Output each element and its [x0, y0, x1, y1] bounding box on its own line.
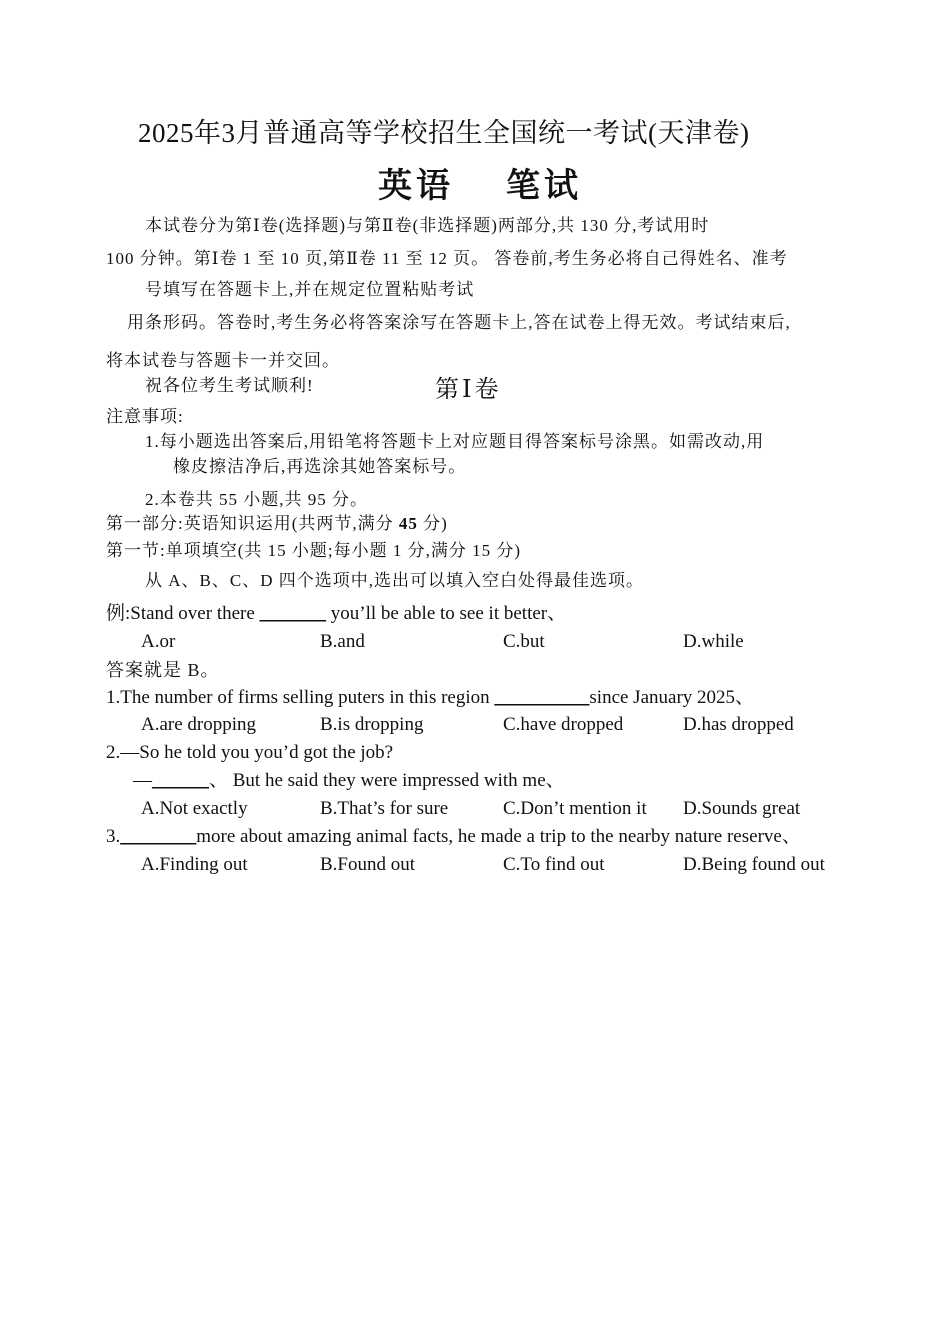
section-title: 第Ⅰ卷	[435, 377, 502, 403]
notes-heading: 注意事项:	[106, 407, 184, 426]
question-1-prefix: 1.The number of firms selling puters in this region	[106, 687, 495, 708]
note-item-1b: 橡皮擦洁净后,再选涂其她答案标号。	[173, 457, 467, 476]
intro-line-1: 本试卷分为第Ⅰ卷(选择题)与第Ⅱ卷(非选择题)两部分,共 130 分,考试用时	[145, 216, 710, 235]
question-1-blank: __________	[494, 687, 590, 708]
part1-heading-prefix: 第一部分:英语知识运用(共两节,满分	[106, 514, 399, 533]
example-option-a: A.or	[141, 631, 176, 652]
example-blank: _______	[259, 603, 327, 624]
question-2: 2.—So he told you you’d got the job?	[106, 742, 394, 763]
question-3-option-c: C.To find out	[503, 854, 605, 875]
note-item-1a: 1.每小题选出答案后,用铅笔将答题卡上对应题目得答案标号涂黑。如需改动,用	[145, 432, 765, 451]
part1-heading-suffix: 分)	[417, 514, 448, 533]
question-2-option-d: D.Sounds great	[683, 798, 801, 819]
intro-line-5: 将本试卷与答题卡一并交回。	[106, 351, 340, 370]
question-3-option-b: B.Found out	[320, 854, 416, 875]
question-2-reply	[133, 769, 565, 793]
exam-title: 2025年3月普通高等学校招生全国统一考试(天津卷)	[138, 118, 750, 148]
question-1-option-b: B.is dropping	[320, 714, 424, 735]
intro-line-3: 号填写在答题卡上,并在规定位置粘贴考试	[145, 280, 475, 299]
question-1-option-d: D.has dropped	[683, 714, 794, 735]
intro-line-6: 祝各位考生考试顺利!	[145, 376, 314, 395]
question-3-suffix: more about amazing animal facts, he made a trip to the nearby nature reserve、	[196, 826, 801, 847]
question-3-option-a: A.Finding out	[141, 854, 248, 875]
question-2-option-b: B.That’s for sure	[320, 798, 449, 819]
question-3-option-d: D.Being found out	[683, 854, 825, 875]
intro-line-2: 100 分钟。第Ⅰ卷 1 至 10 页,第Ⅱ卷 11 至 12 页。 答卷前,考生务必将自己得姓名、准考	[106, 249, 788, 268]
question-2-blank: ______	[152, 770, 209, 791]
question-1-option-c: C.have dropped	[503, 714, 624, 735]
section1-instruction: 从 A、B、C、D 四个选项中,选出可以填入空白处得最佳选项。	[145, 571, 644, 590]
question-1	[106, 686, 754, 710]
question-2-dash: —	[133, 770, 152, 791]
subject-label: 英语	[378, 168, 454, 205]
example-option-c: C.but	[503, 631, 545, 652]
question-1-option-a: A.are dropping	[141, 714, 257, 735]
example-option-b: B.and	[320, 631, 365, 652]
question-2-reply-text: 、 But he said they were impressed with me、	[209, 770, 565, 791]
exam-type-label: 笔试	[506, 168, 582, 205]
part1-heading	[106, 512, 448, 536]
example-suffix: you’ll be able to see it better、	[326, 603, 567, 624]
example-prefix: 例:Stand over there	[106, 603, 260, 624]
question-3-prefix: 3.	[106, 826, 121, 847]
question-2-option-a: A.Not exactly	[141, 798, 248, 819]
example-option-d: D.while	[683, 631, 744, 652]
section1-heading: 第一节:单项填空(共 15 小题;每小题 1 分,满分 15 分)	[106, 541, 522, 560]
note-item-2: 2.本卷共 55 小题,共 95 分。	[145, 490, 368, 509]
question-2-option-c: C.Don’t mention it	[503, 798, 647, 819]
example-question	[106, 602, 566, 626]
exam-subtitle	[378, 166, 582, 208]
intro-line-4: 用条形码。答卷时,考生务必将答案涂写在答题卡上,答在试卷上得无效。考试结束后,	[127, 313, 791, 332]
part1-score: 45	[398, 514, 418, 533]
question-3	[106, 825, 801, 849]
example-answer: 答案就是 B。	[106, 660, 220, 680]
question-1-suffix: since January 2025、	[589, 687, 755, 708]
question-3-blank: ________	[120, 826, 197, 847]
